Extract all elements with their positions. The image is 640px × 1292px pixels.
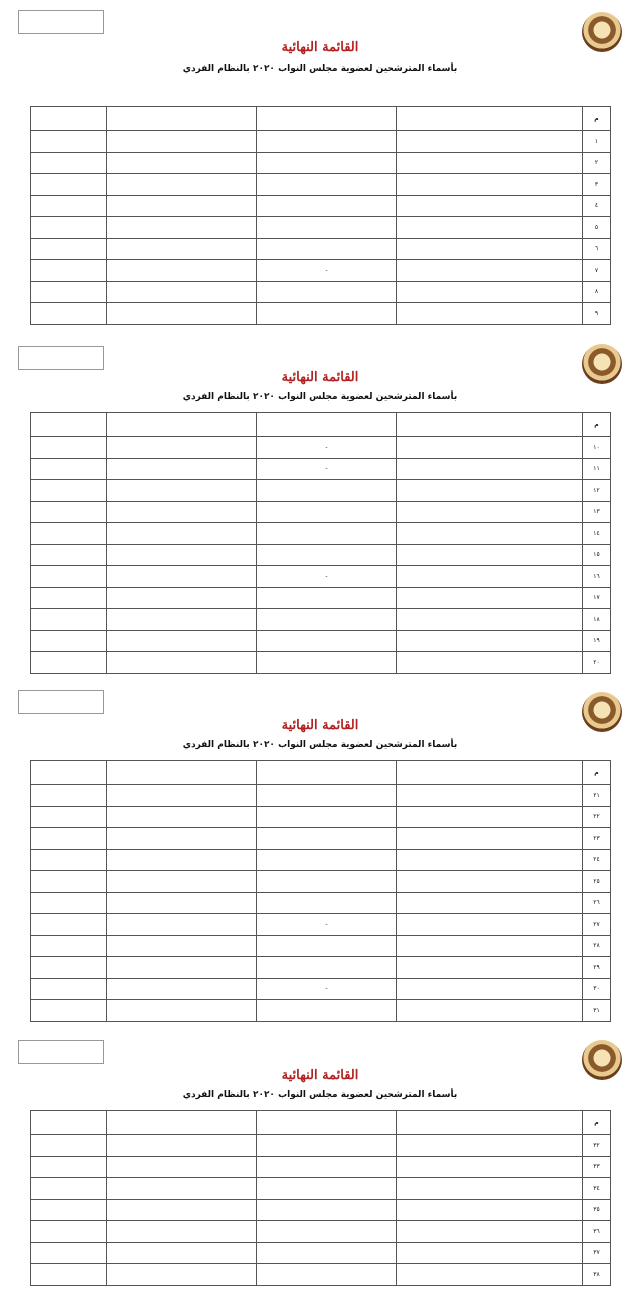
cell-party — [257, 1221, 397, 1243]
cell-num: ٩ — [583, 303, 611, 325]
cell-name — [397, 174, 583, 196]
cell-symbol — [31, 1199, 107, 1221]
cell-name — [397, 785, 583, 807]
cell-symbol — [31, 195, 107, 217]
cell-name — [397, 978, 583, 1000]
cell-num: ٢٦ — [583, 892, 611, 914]
cell-symbol — [31, 914, 107, 936]
table-row — [31, 217, 611, 239]
cell-num: ٢٤ — [583, 849, 611, 871]
cell-symbol — [31, 587, 107, 609]
table-row — [31, 914, 611, 936]
cell-name — [397, 652, 583, 674]
cell-symbol — [31, 871, 107, 893]
cell-status — [107, 437, 257, 459]
table-row — [31, 501, 611, 523]
cell-num: ٢٢ — [583, 806, 611, 828]
cell-party: - — [257, 437, 397, 459]
table-row — [31, 437, 611, 459]
cell-symbol — [31, 1221, 107, 1243]
cell-status — [107, 217, 257, 239]
table-row — [31, 806, 611, 828]
cell-num: ١٧ — [583, 587, 611, 609]
cell-status — [107, 652, 257, 674]
table-row — [31, 1135, 611, 1157]
cell-name — [397, 1178, 583, 1200]
cell-num: ٣٦ — [583, 1221, 611, 1243]
cell-party — [257, 785, 397, 807]
table-row — [31, 849, 611, 871]
cell-name — [397, 523, 583, 545]
column-header-status — [107, 1111, 257, 1135]
column-header-name — [397, 413, 583, 437]
cell-name — [397, 303, 583, 325]
cell-status — [107, 501, 257, 523]
cell-symbol — [31, 806, 107, 828]
cell-name — [397, 195, 583, 217]
cell-name — [397, 1221, 583, 1243]
table-row — [31, 1221, 611, 1243]
cell-symbol — [31, 174, 107, 196]
cell-symbol — [31, 957, 107, 979]
cell-symbol — [31, 281, 107, 303]
table-row — [31, 828, 611, 850]
cell-name — [397, 238, 583, 260]
cell-name — [397, 957, 583, 979]
cell-status — [107, 1135, 257, 1157]
cell-name — [397, 152, 583, 174]
cell-party — [257, 609, 397, 631]
cell-symbol — [31, 480, 107, 502]
cell-num: ٤ — [583, 195, 611, 217]
cell-num: ١٠ — [583, 437, 611, 459]
cell-symbol — [31, 152, 107, 174]
cell-party — [257, 501, 397, 523]
cell-symbol — [31, 630, 107, 652]
column-header-party — [257, 1111, 397, 1135]
table-row — [31, 587, 611, 609]
cell-party — [257, 828, 397, 850]
page-title: القائمة النهائية — [281, 370, 359, 385]
table-row — [31, 652, 611, 674]
cell-name — [397, 1199, 583, 1221]
table-row — [31, 609, 611, 631]
table-row — [31, 1156, 611, 1178]
cell-symbol — [31, 978, 107, 1000]
column-header-party — [257, 761, 397, 785]
cell-num: ٣٧ — [583, 1242, 611, 1264]
cell-status — [107, 544, 257, 566]
table-row — [31, 544, 611, 566]
column-header-status — [107, 107, 257, 131]
cell-party — [257, 587, 397, 609]
table-row — [31, 1000, 611, 1022]
cell-status — [107, 828, 257, 850]
cell-party: - — [257, 978, 397, 1000]
cell-status — [107, 303, 257, 325]
cell-party — [257, 1156, 397, 1178]
cell-symbol — [31, 303, 107, 325]
cell-name — [397, 871, 583, 893]
cell-status — [107, 1199, 257, 1221]
column-header-symbol — [31, 107, 107, 131]
cell-symbol — [31, 609, 107, 631]
cell-name — [397, 892, 583, 914]
cell-status — [107, 785, 257, 807]
cell-party — [257, 174, 397, 196]
table-row — [31, 957, 611, 979]
cell-status — [107, 1178, 257, 1200]
cell-party — [257, 303, 397, 325]
column-header-party — [257, 107, 397, 131]
registry-stamp — [18, 1040, 104, 1064]
cell-num: ٨ — [583, 281, 611, 303]
page-subtitle: بأسماء المترشحين لعضوية مجلس النواب ٢٠٢٠ بالنظام الفردي — [182, 64, 458, 74]
cell-status — [107, 131, 257, 153]
document-page-4 — [0, 1036, 640, 1292]
cell-num: ٢٧ — [583, 914, 611, 936]
cell-party — [257, 152, 397, 174]
cell-status — [107, 630, 257, 652]
cell-symbol — [31, 935, 107, 957]
cell-num: ٣٥ — [583, 1199, 611, 1221]
cell-num: ٢١ — [583, 785, 611, 807]
table-row — [31, 1264, 611, 1286]
cell-symbol — [31, 652, 107, 674]
cell-party — [257, 935, 397, 957]
table-row — [31, 458, 611, 480]
candidates-table — [30, 1110, 611, 1286]
cell-symbol — [31, 523, 107, 545]
document-page-2 — [0, 338, 640, 686]
cell-status — [107, 195, 257, 217]
table-row — [31, 1199, 611, 1221]
cell-status — [107, 1242, 257, 1264]
cell-status — [107, 587, 257, 609]
cell-num: ٣٠ — [583, 978, 611, 1000]
cell-status — [107, 609, 257, 631]
table-row — [31, 480, 611, 502]
cell-status — [107, 806, 257, 828]
cell-num: ١٨ — [583, 609, 611, 631]
cell-symbol — [31, 458, 107, 480]
cell-symbol — [31, 828, 107, 850]
cell-num: ٣٢ — [583, 1135, 611, 1157]
column-header-num: م — [583, 1111, 611, 1135]
cell-symbol — [31, 544, 107, 566]
cell-name — [397, 217, 583, 239]
column-header-symbol — [31, 1111, 107, 1135]
cell-num: ١٩ — [583, 630, 611, 652]
cell-symbol — [31, 1242, 107, 1264]
cell-status — [107, 1264, 257, 1286]
cell-name — [397, 131, 583, 153]
table-row — [31, 152, 611, 174]
cell-name — [397, 1242, 583, 1264]
cell-status — [107, 523, 257, 545]
cell-party: - — [257, 260, 397, 282]
cell-name — [397, 1156, 583, 1178]
table-row — [31, 978, 611, 1000]
cell-name — [397, 260, 583, 282]
column-header-party — [257, 413, 397, 437]
cell-symbol — [31, 892, 107, 914]
cell-status — [107, 1156, 257, 1178]
cell-party — [257, 544, 397, 566]
cell-symbol — [31, 566, 107, 588]
cell-name — [397, 1000, 583, 1022]
table-row — [31, 523, 611, 545]
table-row — [31, 785, 611, 807]
table-row — [31, 195, 611, 217]
cell-name — [397, 544, 583, 566]
cell-num: ١٦ — [583, 566, 611, 588]
cell-name — [397, 806, 583, 828]
cell-party — [257, 1000, 397, 1022]
cell-num: ٢٣ — [583, 828, 611, 850]
cell-party — [257, 1135, 397, 1157]
cell-name — [397, 480, 583, 502]
cell-party — [257, 1264, 397, 1286]
cell-name — [397, 281, 583, 303]
cell-num: ١٢ — [583, 480, 611, 502]
cell-name — [397, 828, 583, 850]
cell-symbol — [31, 437, 107, 459]
table-row — [31, 238, 611, 260]
cell-status — [107, 281, 257, 303]
document-page-1 — [0, 0, 640, 336]
cell-party — [257, 131, 397, 153]
cell-num: ١ — [583, 131, 611, 153]
cell-status — [107, 174, 257, 196]
cell-num: ٧ — [583, 260, 611, 282]
table-row — [31, 131, 611, 153]
cell-status — [107, 458, 257, 480]
cell-status — [107, 849, 257, 871]
registry-stamp — [18, 346, 104, 370]
cell-name — [397, 630, 583, 652]
page-subtitle: بأسماء المترشحين لعضوية مجلس النواب ٢٠٢٠ بالنظام الفردي — [182, 392, 458, 402]
cell-status — [107, 260, 257, 282]
cell-symbol — [31, 1178, 107, 1200]
cell-num: ١٥ — [583, 544, 611, 566]
cell-status — [107, 914, 257, 936]
cell-status — [107, 480, 257, 502]
cell-status — [107, 1221, 257, 1243]
cell-symbol — [31, 1264, 107, 1286]
table-row — [31, 566, 611, 588]
cell-symbol — [31, 260, 107, 282]
cell-party — [257, 281, 397, 303]
cell-num: ٦ — [583, 238, 611, 260]
table-row — [31, 892, 611, 914]
cell-party — [257, 480, 397, 502]
cell-party — [257, 1178, 397, 1200]
table-row — [31, 935, 611, 957]
candidates-table — [30, 412, 611, 674]
cell-status — [107, 871, 257, 893]
cell-num: ٣١ — [583, 1000, 611, 1022]
cell-party — [257, 806, 397, 828]
cell-party — [257, 630, 397, 652]
cell-status — [107, 152, 257, 174]
cell-symbol — [31, 1156, 107, 1178]
cell-party — [257, 892, 397, 914]
table-row — [31, 871, 611, 893]
cell-symbol — [31, 785, 107, 807]
table-row — [31, 281, 611, 303]
cell-party: - — [257, 914, 397, 936]
table-row — [31, 1178, 611, 1200]
cell-num: ١٣ — [583, 501, 611, 523]
page-subtitle: بأسماء المترشحين لعضوية مجلس النواب ٢٠٢٠ بالنظام الفردي — [182, 740, 458, 750]
candidates-table — [30, 760, 611, 1022]
document-page-3 — [0, 686, 640, 1032]
cell-name — [397, 935, 583, 957]
cell-num: ٢٨ — [583, 935, 611, 957]
cell-party — [257, 957, 397, 979]
column-header-name — [397, 1111, 583, 1135]
cell-party — [257, 652, 397, 674]
cell-status — [107, 957, 257, 979]
cell-name — [397, 437, 583, 459]
column-header-name — [397, 761, 583, 785]
cell-num: ٢٩ — [583, 957, 611, 979]
cell-party: - — [257, 566, 397, 588]
cell-name — [397, 1264, 583, 1286]
table-row — [31, 260, 611, 282]
cell-party — [257, 871, 397, 893]
cell-party — [257, 217, 397, 239]
cell-num: ١١ — [583, 458, 611, 480]
cell-num: ١٤ — [583, 523, 611, 545]
table-row — [31, 1242, 611, 1264]
cell-num: ٣ — [583, 174, 611, 196]
cell-status — [107, 1000, 257, 1022]
column-header-name — [397, 107, 583, 131]
cell-name — [397, 849, 583, 871]
column-header-num: م — [583, 761, 611, 785]
table-row — [31, 174, 611, 196]
cell-num: ٢ — [583, 152, 611, 174]
cell-name — [397, 609, 583, 631]
column-header-symbol — [31, 761, 107, 785]
cell-name — [397, 566, 583, 588]
cell-name — [397, 501, 583, 523]
column-header-num: م — [583, 107, 611, 131]
cell-name — [397, 458, 583, 480]
cell-symbol — [31, 131, 107, 153]
cell-symbol — [31, 1000, 107, 1022]
cell-party — [257, 1199, 397, 1221]
candidates-table — [30, 106, 611, 325]
cell-name — [397, 1135, 583, 1157]
table-row — [31, 630, 611, 652]
cell-symbol — [31, 1135, 107, 1157]
cell-party: - — [257, 458, 397, 480]
page-title: القائمة النهائية — [281, 1068, 359, 1083]
page-title: القائمة النهائية — [281, 40, 359, 55]
cell-status — [107, 935, 257, 957]
registry-stamp — [18, 690, 104, 714]
table-row — [31, 303, 611, 325]
cell-status — [107, 238, 257, 260]
cell-num: ٣٤ — [583, 1178, 611, 1200]
cell-num: ٥ — [583, 217, 611, 239]
cell-party — [257, 238, 397, 260]
cell-symbol — [31, 501, 107, 523]
cell-num: ٣٣ — [583, 1156, 611, 1178]
page-subtitle: بأسماء المترشحين لعضوية مجلس النواب ٢٠٢٠ بالنظام الفردي — [182, 1090, 458, 1100]
cell-num: ٢٥ — [583, 871, 611, 893]
column-header-status — [107, 761, 257, 785]
cell-symbol — [31, 217, 107, 239]
cell-symbol — [31, 849, 107, 871]
cell-party — [257, 195, 397, 217]
cell-num: ٣٨ — [583, 1264, 611, 1286]
column-header-num: م — [583, 413, 611, 437]
cell-num: ٢٠ — [583, 652, 611, 674]
cell-party — [257, 523, 397, 545]
cell-symbol — [31, 238, 107, 260]
cell-name — [397, 914, 583, 936]
cell-status — [107, 892, 257, 914]
cell-party — [257, 1242, 397, 1264]
column-header-status — [107, 413, 257, 437]
cell-status — [107, 566, 257, 588]
cell-status — [107, 978, 257, 1000]
registry-stamp — [18, 10, 104, 34]
column-header-symbol — [31, 413, 107, 437]
cell-name — [397, 587, 583, 609]
cell-party — [257, 849, 397, 871]
page-title: القائمة النهائية — [281, 718, 359, 733]
